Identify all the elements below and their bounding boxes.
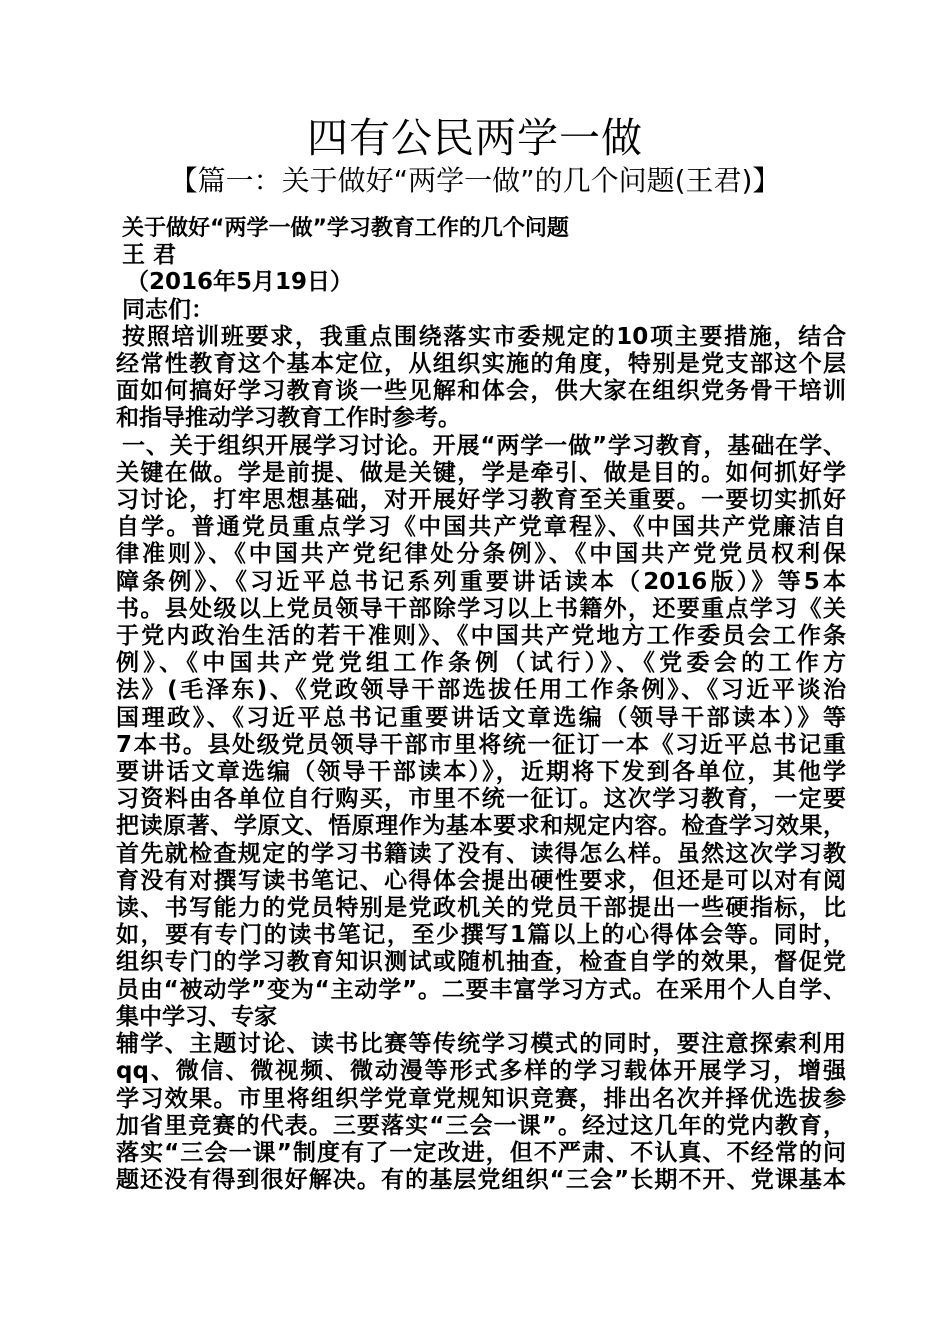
paragraph-line: 读、书写能力的党员特别是党政机关的党员干部提出一些硬指标，比: [116, 895, 846, 922]
paragraph-line: 障条例》、《习近平总书记系列重要讲话读本（2016版）》等5本: [116, 568, 846, 595]
paragraph-line: 律准则》、《中国共产党纪律处分条例》、《中国共产党党员权利保: [116, 541, 846, 568]
paragraph-line: 要讲话文章选编（领导干部读本）》，近期将下发到各单位，其他学: [116, 759, 846, 786]
paragraph-line: 首先就检查规定的学习书籍读了没有、读得怎么样。虽然这次学习教: [116, 840, 846, 867]
paragraph-line: 7本书。县处级党员领导干部市里将统一征订一本《习近平总书记重: [116, 731, 846, 758]
paragraph-line: 书。县处级以上党员领导干部除学习以上书籍外，还要重点学习《关: [116, 595, 846, 622]
paragraph-line: 如，要有专门的读书笔记，至少撰写1篇以上的心得体会等。同时，: [116, 922, 846, 949]
date-line: （2016年5月19日）: [126, 269, 354, 296]
paragraph-line: 集中学习、专家: [116, 1003, 277, 1030]
paragraph-line: 按照培训班要求，我重点围绕落实市委规定的10项主要措施，结合: [122, 323, 846, 350]
paragraph-line: qq、微信、微视频、微动漫等形式多样的学习载体开展学习，增强: [116, 1058, 846, 1085]
document-title: 四有公民两学一做: [307, 114, 643, 162]
paragraph-line: 于党内政治生活的若干准则》、《中国共产党地方工作委员会工作条: [116, 623, 846, 650]
paragraph-line: 和指导推动学习教育工作时参考。: [116, 405, 461, 432]
paragraph-line: 关键在做。学是前提、做是关键，学是牵引、做是目的。如何抓好学: [116, 459, 846, 486]
paragraph-line: 一、关于组织开展学习讨论。开展“两学一做”学习教育，基础在学、: [122, 432, 846, 459]
salutation-line: 同志们：: [122, 296, 214, 323]
paragraph-line: 员由“被动学”变为“主动学”。二要丰富学习方式。在采用个人自学、: [116, 976, 846, 1003]
paragraph-line: 组织专门的学习教育知识测试或随机抽查，检查自学的效果，督促党: [116, 949, 846, 976]
paragraph-line: 面如何搞好学习教育谈一些见解和体会，供大家在组织党务骨干培训: [116, 378, 846, 405]
paragraph-line: 自学。普通党员重点学习《中国共产党章程》、《中国共产党廉洁自: [116, 514, 846, 541]
paragraph-line: 学习效果。市里将组织学党章党规知识竞赛，排出名次并择优选拔参: [116, 1085, 846, 1112]
paragraph-line: 经常性教育这个基本定位，从组织实施的角度，特别是党支部这个层: [116, 351, 846, 378]
document-body: [116, 215, 846, 1194]
paragraph-line: 习资料由各单位自行购买，市里不统一征订。这次学习教育，一定要: [116, 786, 846, 813]
paragraph-line: 题还没有得到很好解决。有的基层党组织“三会”长期不开、党课基本: [116, 1167, 846, 1194]
paragraph-line: 法》(毛泽东)、《党政领导干部选拔任用工作条例》、《习近平谈治: [116, 677, 846, 704]
paragraph-line: 例》、《中国共产党党组工作条例（试行）》、《党委会的工作方: [116, 650, 846, 677]
paragraph-line: 把读原著、学原文、悟原理作为基本要求和规定内容。检查学习效果，: [116, 813, 846, 840]
paragraph-line: 落实“三会一课”制度有了一定改进，但不严肃、不认真、不经常的问: [116, 1139, 846, 1166]
paragraph-line: 辅学、主题讨论、读书比赛等传统学习模式的同时，要注意探索利用: [116, 1031, 846, 1058]
paragraph-line: 国理政》、《习近平总书记重要讲话文章选编（领导干部读本）》等: [116, 704, 846, 731]
article-heading: 关于做好“两学一做”学习教育工作的几个问题: [122, 216, 569, 241]
paragraph-line: 育没有对撰写读书笔记、心得体会提出硬性要求，但还是可以对有阅: [116, 867, 846, 894]
document-subtitle: 【篇一：关于做好“两学一做”的几个问题(王君)】: [169, 164, 781, 197]
paragraph-line: 习讨论，打牢思想基础，对开展好学习教育至关重要。一要切实抓好: [116, 487, 846, 514]
paragraph-line: 加省里竞赛的代表。三要落实“三会一课”。经过这几年的党内教育，: [116, 1112, 846, 1139]
author-line: 王 君: [122, 242, 177, 269]
